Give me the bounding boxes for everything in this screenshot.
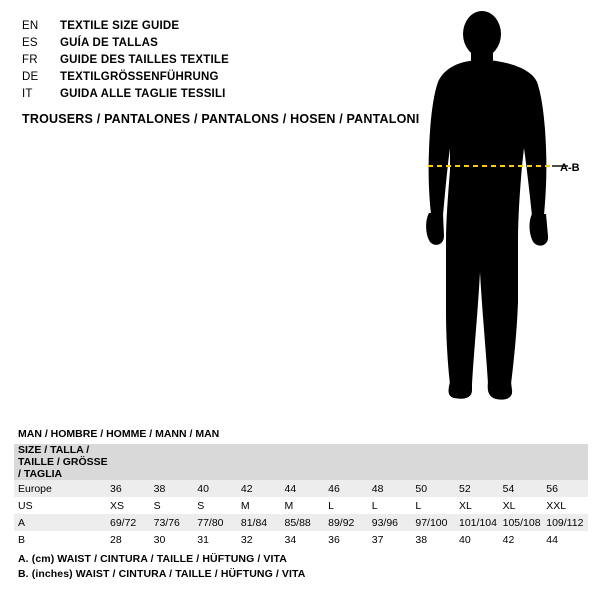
table-cell: L	[370, 497, 414, 514]
table-cell: L	[413, 497, 457, 514]
table-row	[14, 480, 588, 497]
table-cell	[544, 444, 588, 480]
footnote-b: B. (inches) WAIST / CINTURA / TAILLE / HÜFTUNG / VITA	[18, 568, 306, 580]
table-cell: 52	[457, 480, 501, 497]
table-cell: 48	[370, 480, 414, 497]
table-cell	[195, 444, 239, 480]
table-cell: 36	[108, 480, 152, 497]
table-cell	[413, 444, 457, 480]
row-label: Europe	[14, 480, 108, 497]
language-row	[22, 54, 352, 71]
table-cell: 97/100	[413, 514, 457, 531]
table-cell: 46	[326, 480, 370, 497]
table-cell: XXL	[544, 497, 588, 514]
table-row	[14, 531, 588, 548]
table-cell	[326, 444, 370, 480]
table-cell: 44	[283, 480, 327, 497]
language-list	[22, 20, 352, 105]
language-row	[22, 20, 352, 37]
table-cell	[239, 444, 283, 480]
table-header-label: SIZE / TALLA / TAILLE / GRÖSSE / TAGLIA	[14, 444, 108, 480]
language-code: FR	[22, 54, 38, 66]
table-cell: 81/84	[239, 514, 283, 531]
table-cell	[108, 444, 152, 480]
table-cell: 109/112	[544, 514, 588, 531]
table-row	[14, 514, 588, 531]
table-row	[14, 444, 588, 480]
table-cell: 105/108	[501, 514, 545, 531]
table-cell: 32	[239, 531, 283, 548]
footnotes	[18, 552, 578, 582]
table-cell	[370, 444, 414, 480]
table-cell: 73/76	[152, 514, 196, 531]
table-cell: 38	[413, 531, 457, 548]
table-cell: 101/104	[457, 514, 501, 531]
language-title: GUIDA ALLE TAGLIE TESSILI	[60, 88, 226, 100]
table-cell: S	[195, 497, 239, 514]
table-cell: M	[239, 497, 283, 514]
table-cell: 38	[152, 480, 196, 497]
silhouette-svg	[400, 10, 600, 410]
table-cell	[501, 444, 545, 480]
table-cell: 36	[326, 531, 370, 548]
language-code: IT	[22, 88, 33, 100]
table-row	[14, 497, 588, 514]
size-table	[14, 444, 588, 548]
male-silhouette-figure	[400, 10, 600, 410]
language-row	[22, 88, 352, 105]
table-cell: 34	[283, 531, 327, 548]
measurement-label-ab: A-B	[560, 162, 580, 174]
table-cell: 30	[152, 531, 196, 548]
table-cell: 31	[195, 531, 239, 548]
table-cell: 89/92	[326, 514, 370, 531]
table-cell: S	[152, 497, 196, 514]
table-cell: 93/96	[370, 514, 414, 531]
size-table-container	[14, 428, 588, 548]
table-cell: 50	[413, 480, 457, 497]
table-cell: XL	[457, 497, 501, 514]
language-title: TEXTILGRÖSSENFÜHRUNG	[60, 71, 219, 83]
table-cell: 40	[195, 480, 239, 497]
table-group-label: MAN / HOMBRE / HOMME / MANN / MAN	[18, 428, 220, 440]
table-cell: 42	[239, 480, 283, 497]
language-code: EN	[22, 20, 39, 32]
table-cell: 69/72	[108, 514, 152, 531]
section-title: TROUSERS / PANTALONES / PANTALONS / HOSEN / PANTALONI	[22, 112, 420, 126]
table-cell	[283, 444, 327, 480]
language-code: ES	[22, 37, 38, 49]
footnote-a: A. (cm) WAIST / CINTURA / TAILLE / HÜFTUNG / VITA	[18, 553, 287, 565]
table-cell: 56	[544, 480, 588, 497]
table-cell	[152, 444, 196, 480]
row-label: US	[14, 497, 108, 514]
table-cell: 37	[370, 531, 414, 548]
table-cell: 28	[108, 531, 152, 548]
language-title: GUÍA DE TALLAS	[60, 37, 158, 49]
table-cell: 42	[501, 531, 545, 548]
table-cell: XL	[501, 497, 545, 514]
table-cell	[457, 444, 501, 480]
language-title: GUIDE DES TAILLES TEXTILE	[60, 54, 229, 66]
table-cell: 44	[544, 531, 588, 548]
language-row	[22, 37, 352, 54]
language-title: TEXTILE SIZE GUIDE	[60, 20, 180, 32]
table-cell: 54	[501, 480, 545, 497]
table-cell: XS	[108, 497, 152, 514]
language-row	[22, 71, 352, 88]
table-cell: M	[283, 497, 327, 514]
row-label: B	[14, 531, 108, 548]
table-cell: 77/80	[195, 514, 239, 531]
table-cell: 85/88	[283, 514, 327, 531]
language-code: DE	[22, 71, 39, 83]
table-cell: 40	[457, 531, 501, 548]
table-cell: L	[326, 497, 370, 514]
row-label: A	[14, 514, 108, 531]
